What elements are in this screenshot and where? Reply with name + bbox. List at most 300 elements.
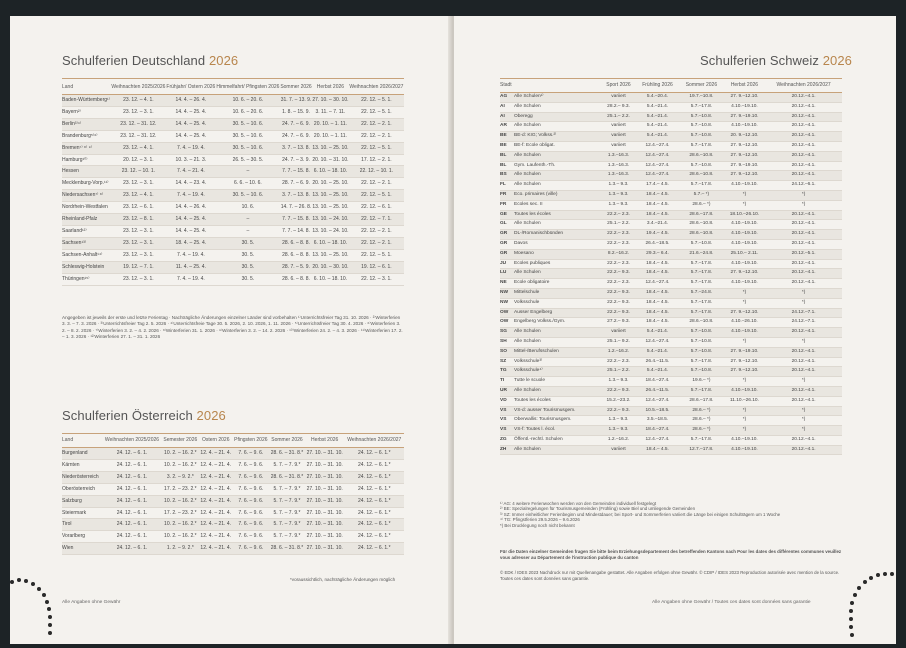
table-cell: BL	[500, 161, 514, 171]
table-cell: 28. 6. – 8. 8.	[280, 237, 312, 249]
table-cell: 4.10.–19.10.	[724, 279, 766, 289]
table-cell: 3.4.–21.4.	[636, 220, 679, 230]
at-column-header: Weihnachten 2026/2027	[345, 437, 404, 448]
table-cell: 3.5.–18.5.	[636, 416, 679, 426]
table-cell: Salzburg	[62, 495, 102, 507]
table-cell: 24. 12. – 6. 1.	[102, 459, 161, 471]
table-cell: NE	[500, 279, 514, 289]
germany-footnote: Angegeben ist jeweils der erste und letzte Ferientag · Nachträgliche Änderungen einzelner Länder sind vorbehalten ¹⁾Unterrichtsfreier Tag 31. 10. 2026 · ²⁾Winterferien 3. 3. – 7. 3. 2026 · ³⁾Unterrichtsfreier Tag 2. 5. 2026 · ⁴⁾Unterrichtsfreie Tage 30. 5. 2026, 2. 10. 2026, 1. 11. 2026 · ⁵⁾Unterrichtsfreier Tag 30. 4. 2026 · ⁶⁾Winterferien 3. 2. – 8. 2. 2026 · ⁷⁾Winterferien 3. 2. – 4. 2. 2026 · ⁸⁾Winterferien 31. 1. 2026 · ⁹⁾Winterferien 3. 2. – 14. 2. 2026 · ¹⁰⁾Winterferien 24. 2. – 4. 3. 2026 · ¹¹⁾Winterferien 17. 2. – 1. 3. 2026 · ¹²⁾Winterferien 27. 1. – 31. 1. 2026	[62, 315, 403, 339]
table-row	[500, 161, 842, 171]
austria-footnote: *voraussichtlich, nachträgliche Änderungen möglich	[290, 577, 396, 582]
table-row	[500, 337, 842, 347]
table-cell: 22. 12. – 2. 1.	[349, 225, 404, 237]
table-cell: SO	[500, 347, 514, 357]
switzerland-copyright: © EDK / IDES 2023 Nachdruck nur mit Quellenangabe gestattet. Alle Angaben erfolgen ohne Gewähr. © CDIP / IDES 2023 Reproduction autorisée avec mention de la source. Toutes ces dates sont données sans garantie.	[500, 570, 840, 581]
table-cell: *)	[724, 406, 766, 416]
table-cell: Öffentl.-rechtl. Schulen	[514, 435, 601, 445]
table-cell: 14. 4. – 25. 4.	[166, 106, 216, 118]
table-cell: 6. 10. – 18. 10.	[312, 273, 349, 285]
table-cell: 4.10.–26.10.	[724, 318, 766, 328]
table-cell: 15.2.–23.2.	[601, 396, 636, 406]
table-cell: 1.2.–16.2.	[601, 435, 636, 445]
table-cell: 27. 9.–12.10.	[724, 151, 766, 161]
table-cell: 20.12.–4.1.	[765, 386, 842, 396]
table-cell: 22. 12. – 2. 1.	[349, 237, 404, 249]
table-row	[62, 202, 404, 214]
table-cell: *)	[765, 416, 842, 426]
switzerland-bold-note: Für die Daten einzelner Gemeinden fragen Sie bitte beim Erziehungsdepartement des betreffenden Kantons nach Pour les dates des différentes communes veuillez vous adresser au Département de l'instruction publique du canton	[500, 549, 842, 560]
table-cell: 24.12.–7.1.	[765, 318, 842, 328]
table-cell: 23. 12. – 8. 1.	[111, 214, 166, 226]
de-column-header: Land	[62, 84, 111, 95]
table-cell: 22.2.– 9.3.	[601, 288, 636, 298]
table-cell: 14. 4. – 25. 4.	[166, 225, 216, 237]
table-row	[62, 273, 404, 285]
table-row	[62, 448, 404, 460]
table-row	[500, 259, 842, 269]
table-cell: NW	[500, 298, 514, 308]
table-row	[62, 106, 404, 118]
table-cell: 20.12.–4.1.	[765, 112, 842, 122]
table-cell: AI	[500, 102, 514, 112]
table-cell: Sachsen¹³⁾	[62, 237, 111, 249]
table-cell: 4.10.–19.10.	[724, 435, 766, 445]
table-cell: TI	[500, 377, 514, 387]
table-cell: 20.12.–4.1.	[765, 279, 842, 289]
table-cell: GR	[500, 230, 514, 240]
table-cell: ZH	[500, 445, 514, 455]
table-cell: 23. 12. – 3. 1.	[111, 237, 166, 249]
table-cell: 5. 7. – 7. 9.*	[269, 483, 305, 495]
table-cell: LU	[500, 269, 514, 279]
table-cell: 24. 12. – 6. 1.	[102, 519, 161, 531]
table-cell: 7. 7. – 15. 8.	[280, 166, 312, 178]
table-cell: SH	[500, 337, 514, 347]
table-cell: 12. 4. – 21. 4.	[199, 519, 233, 531]
table-cell: AI	[500, 112, 514, 122]
table-cell: 27. 9.–12.10.	[724, 141, 766, 151]
table-cell: 28.6.–10.8.	[679, 151, 724, 161]
table-cell: variiert	[601, 445, 636, 455]
table-cell: 1.3.– 9.3.	[601, 426, 636, 436]
table-row	[62, 471, 404, 483]
table-row	[62, 249, 404, 261]
table-cell: 24. 12. – 6. 1.	[102, 507, 161, 519]
table-cell: Gym. Laufenth.-Th.	[514, 161, 601, 171]
table-cell: 24.12.–6.1.	[765, 181, 842, 191]
austria-title-year: 2026	[196, 408, 226, 423]
table-cell: Brandenburg⁵⁾⁶⁾	[62, 130, 111, 142]
table-cell: 12.4.–27.4.	[636, 161, 679, 171]
table-cell: AG	[500, 93, 514, 103]
table-cell: 24. 7. – 6. 9.	[280, 130, 312, 142]
table-cell: Volksschule	[514, 298, 601, 308]
table-cell: GE	[500, 210, 514, 220]
table-cell: variiert	[601, 132, 636, 142]
de-column-header: Weihnachten 2025/2026	[111, 84, 166, 95]
table-cell: 20. 10. – 1. 11.	[312, 118, 349, 130]
table-cell: 30. 5.	[216, 237, 280, 249]
table-cell: 5.7.–17.8.	[679, 386, 724, 396]
ch-column-header: Herbst 2026	[724, 82, 766, 93]
table-cell: 27. 9.–19.10.	[724, 347, 766, 357]
ch-column-header: Frühling 2026	[636, 82, 679, 93]
table-cell: Sachsen-Anhalt¹⁴⁾	[62, 249, 111, 261]
table-cell: Alle Schulen	[514, 337, 601, 347]
table-cell: 20.12.–4.1.	[765, 141, 842, 151]
table-cell: Ecoles sec. II	[514, 200, 601, 210]
ch-column-header: Stadt	[500, 82, 514, 93]
table-cell: Oberösterreich	[62, 483, 102, 495]
table-cell: Thüringen¹⁵⁾	[62, 273, 111, 285]
table-cell: 6. 10. – 18. 10.	[312, 237, 349, 249]
table-cell: 12. 4. – 21. 4.	[199, 543, 233, 555]
table-cell: 5.7.–17.8.	[679, 279, 724, 289]
table-cell: Vorarlberg	[62, 531, 102, 543]
table-cell: 20.12.–4.1.	[765, 239, 842, 249]
table-cell: Alle Schulen	[514, 220, 601, 230]
table-cell: 23. 12. – 4. 1.	[111, 95, 166, 107]
table-cell: 10. 6. – 20. 6.	[216, 106, 280, 118]
table-row	[500, 249, 842, 259]
switzerland-table	[500, 82, 842, 455]
table-cell: 5.4.–21.4.	[636, 112, 679, 122]
table-cell: VS-d: ausser Tourismusgem.	[514, 406, 601, 416]
switzerland-title-year: 2026	[822, 53, 853, 68]
table-cell: 12.4.–27.4.	[636, 396, 679, 406]
table-row	[500, 328, 842, 338]
table-cell: 25.1.– 9.2.	[601, 337, 636, 347]
table-cell: 20.12.–4.1.	[765, 220, 842, 230]
table-cell: Saarland¹²⁾	[62, 225, 111, 237]
table-cell: Berlin³⁾⁴⁾	[62, 118, 111, 130]
table-cell: 1.3.– 9.3.	[601, 416, 636, 426]
table-cell: 7. 6. – 9. 6.	[233, 471, 270, 483]
table-cell: Niederösterreich	[62, 471, 102, 483]
table-cell: 27. 9.–19.10.	[724, 112, 766, 122]
table-cell: 28.6.– *)	[679, 200, 724, 210]
table-cell: 10.5.–18.5.	[636, 406, 679, 416]
table-row	[500, 230, 842, 240]
table-cell: Alle Schulen	[514, 386, 601, 396]
table-cell: 14. 4. – 25. 4.	[166, 118, 216, 130]
austria-table	[62, 437, 404, 555]
table-cell: 10. 6.	[216, 202, 280, 214]
switzerland-footnotes	[500, 501, 842, 528]
table-row	[500, 210, 842, 220]
table-cell: 4.10.–19.10.	[724, 259, 766, 269]
table-cell: 7. 6. – 9. 6.	[233, 495, 270, 507]
table-cell: 28. 7. – 5. 9.	[280, 261, 312, 273]
table-cell: 5.7.–10.8.	[679, 337, 724, 347]
table-cell: 18.4.– 4.5.	[636, 210, 679, 220]
table-cell: 5. 7. – 7. 9.*	[269, 519, 305, 531]
de-column-header: Weihnachten 2026/2027	[349, 84, 404, 95]
table-cell: 18. 4. – 25. 4.	[166, 237, 216, 249]
table-cell: 22.2.– 2.3.	[601, 259, 636, 269]
table-cell: 25.1.– 2.2.	[601, 220, 636, 230]
at-column-header: Weihnachten 2025/2026	[102, 437, 161, 448]
table-cell: 7. 4. – 19. 4.	[166, 190, 216, 202]
table-cell: BS	[500, 171, 514, 181]
table-row	[62, 142, 404, 154]
table-cell: 27. 9.–12.10.	[724, 93, 766, 103]
right-dot-arc-decoration	[826, 560, 896, 648]
switzerland-title-rule	[500, 78, 842, 79]
table-cell: 27. 10. – 31. 10.	[305, 459, 345, 471]
table-cell: 12.4.–27.4.	[636, 435, 679, 445]
table-cell: 12.4.–27.4.	[636, 337, 679, 347]
table-cell: 22. 12. – 2. 1.	[349, 130, 404, 142]
table-cell: Rheinland-Pfalz	[62, 214, 111, 226]
table-row	[500, 318, 842, 328]
table-cell: 28.6.– *)	[679, 416, 724, 426]
table-cell: *)	[724, 190, 766, 200]
table-cell: OW	[500, 318, 514, 328]
table-cell: *)	[724, 416, 766, 426]
table-cell: 22.2.– 9.3.	[601, 269, 636, 279]
table-cell: 22.2.– 2.3.	[601, 230, 636, 240]
table-cell: 23. 12. – 3. 1.	[111, 225, 166, 237]
table-row	[500, 200, 842, 210]
table-cell: 12. 4. – 21. 4.	[199, 483, 233, 495]
table-cell: Volksschule⁴⁾	[514, 367, 601, 377]
table-cell: 23. 12. – 10. 1.	[111, 166, 166, 178]
table-cell: FL	[500, 181, 514, 191]
table-row	[500, 220, 842, 230]
ch-column-header: Sommer 2026	[679, 82, 724, 93]
table-cell: Niedersachsen⁷⁾ ⁸⁾	[62, 190, 111, 202]
table-cell: 23. 12. – 3. 1.	[111, 249, 166, 261]
table-cell: 5.7.–10.8.	[679, 161, 724, 171]
table-cell: 12.7.–17.8.	[679, 445, 724, 455]
table-cell: Toutes les écoles	[514, 210, 601, 220]
table-cell: 4.10.–19.10.	[724, 122, 766, 132]
germany-table	[62, 84, 404, 286]
table-cell: Kärnten	[62, 459, 102, 471]
de-column-header: Frühjahr/ Ostern 2026	[166, 84, 216, 95]
table-cell: VD	[500, 396, 514, 406]
table-cell: 3. 7. – 13. 8.	[280, 142, 312, 154]
table-cell: 26.4.–11.5.	[636, 357, 679, 367]
table-cell: 27. 10. – 31. 10.	[305, 519, 345, 531]
table-cell: 17. 2. – 23. 2.*	[162, 507, 199, 519]
table-cell: 28. 6. – 31. 8.*	[269, 543, 305, 555]
table-row	[500, 181, 842, 191]
table-cell: 29.3.– 6.4.	[636, 249, 679, 259]
table-cell: 7. 6. – 9. 6.	[233, 519, 270, 531]
table-cell: 30. 5.	[216, 273, 280, 285]
table-row	[62, 237, 404, 249]
table-cell: 5.7.–10.8.	[679, 328, 724, 338]
table-cell: Nordrhein-Westfalen	[62, 202, 111, 214]
table-row	[500, 151, 842, 161]
table-cell: 13. 10. – 24. 10.	[312, 225, 349, 237]
table-cell: 24. 12. – 6. 1.*	[345, 543, 404, 555]
table-cell: 5.7.–17.8.	[679, 259, 724, 269]
table-cell: AR	[500, 122, 514, 132]
table-cell: 27. 9.–12.10.	[724, 367, 766, 377]
table-cell: 13. 10. – 24. 10.	[312, 214, 349, 226]
table-cell: Alle Schulen	[514, 328, 601, 338]
table-cell: GL	[500, 220, 514, 230]
table-cell: 22.2.– 2.3.	[601, 279, 636, 289]
table-cell: 24. 7. – 6. 9.	[280, 118, 312, 130]
table-cell: VS-f: Toutes l. écol.	[514, 426, 601, 436]
table-cell: 14. 4. – 25. 4.	[166, 214, 216, 226]
at-header-row	[62, 437, 404, 448]
table-cell: 20.12.–4.1.	[765, 102, 842, 112]
table-cell: 28. 7. – 6. 9.	[280, 178, 312, 190]
table-cell: 12.4.–27.4.	[636, 171, 679, 181]
table-cell: 5.4.–21.4.	[636, 132, 679, 142]
table-cell: *)	[724, 426, 766, 436]
table-cell: BE	[500, 141, 514, 151]
table-row	[62, 118, 404, 130]
table-cell: 24. 12. – 6. 1.*	[345, 519, 404, 531]
table-cell: 3. 2. – 9. 2.*	[162, 471, 199, 483]
germany-title-year: 2026	[208, 53, 239, 68]
table-cell: 27. 9.–12.10.	[724, 171, 766, 181]
table-cell: 26.4.–18.5.	[636, 239, 679, 249]
table-row	[62, 543, 404, 555]
table-cell: Alle Schulen	[514, 181, 601, 191]
table-cell: 10. 2. – 16. 2.*	[162, 448, 199, 460]
table-cell: 13. 10. – 25. 10.	[312, 249, 349, 261]
table-row	[500, 141, 842, 151]
table-cell: 23. 12. – 3. 1.	[111, 178, 166, 190]
table-cell: 19.6.– *)	[679, 377, 724, 387]
table-row	[500, 435, 842, 445]
table-cell: 10. 3. – 21. 3.	[166, 154, 216, 166]
table-cell: 19. 12. – 6. 1.	[349, 261, 404, 273]
table-cell: 1. 2. – 9. 2.*	[162, 543, 199, 555]
table-cell: 20.12.–5.1.	[765, 249, 842, 259]
table-cell: 22. 12. – 5. 1.	[349, 190, 404, 202]
table-cell: 5. 7. – 7. 9.*	[269, 531, 305, 543]
table-row	[500, 377, 842, 387]
table-cell: 20. 12. – 3. 1.	[111, 154, 166, 166]
footnote-line: ³⁾ SZ: Immer einheitlicher Ferienbeginn und Mindestdauer; bei Sport- und Sommerferien variiert die Länge bei einigen Schulträgern um 1 Woche	[500, 511, 781, 517]
table-cell: 5.7.–17.8.	[679, 181, 724, 191]
table-cell: 27. 10. – 31. 10.	[305, 471, 345, 483]
table-cell: 17.4.– 4.5.	[636, 181, 679, 191]
table-row	[62, 459, 404, 471]
table-cell: 7. 6. – 9. 6.	[233, 459, 270, 471]
table-cell: 5.7.–24.8.	[679, 288, 724, 298]
table-cell: 30. 5. – 10. 6.	[216, 130, 280, 142]
table-cell: Schleswig-Holstein	[62, 261, 111, 273]
switzerland-title-text: Schulferien Schweiz	[700, 53, 819, 68]
table-cell: *)	[724, 377, 766, 387]
table-cell: 30. 5. – 10. 6.	[216, 142, 280, 154]
table-cell: 1.3.–16.3.	[601, 171, 636, 181]
table-cell: 22. 12. – 2. 1.	[349, 118, 404, 130]
table-cell: 5. 7. – 7. 9.*	[269, 495, 305, 507]
table-cell: 14. 4. – 23. 4.	[166, 178, 216, 190]
table-cell: *)	[765, 190, 842, 200]
table-cell: 4.10.–19.10.	[724, 445, 766, 455]
table-cell: Wien	[62, 543, 102, 555]
table-cell: 22. 12. – 7. 1.	[349, 214, 404, 226]
table-cell: 27. 9.–12.10.	[724, 357, 766, 367]
table-cell: 17. 12. – 2. 1.	[349, 154, 404, 166]
table-cell: 22. 12. – 2. 1.	[349, 178, 404, 190]
table-cell: 19. 12. – 7. 1.	[111, 261, 166, 273]
table-cell: DL-/Romanischbünden	[514, 230, 601, 240]
table-cell: 19.7.–10.8.	[679, 93, 724, 103]
footnote-line: *) Bei Drucklegung noch nicht bekannt	[500, 522, 575, 528]
left-dot-arc-decoration	[8, 574, 68, 648]
table-cell: 28. 6. – 8. 8.	[280, 273, 312, 285]
table-cell: Engelberg Volkss./Gym.	[514, 318, 601, 328]
table-cell: 24. 12. – 6. 1.*	[345, 531, 404, 543]
table-row	[500, 367, 842, 377]
table-cell: 5.7.–17.8.	[679, 141, 724, 151]
table-cell: 13. 10. – 25. 10.	[312, 190, 349, 202]
table-cell: 19.4.– 4.5.	[636, 230, 679, 240]
table-cell: Toutes les écoles	[514, 396, 601, 406]
table-cell: Hessen	[62, 166, 111, 178]
table-cell: BE-f: Ecole obligat.	[514, 141, 601, 151]
table-cell: 12. 4. – 21. 4.	[199, 448, 233, 460]
austria-title-text: Schulferien Österreich	[62, 408, 193, 423]
table-cell: 7. 6. – 9. 6.	[233, 531, 270, 543]
table-cell: 18.4.– 4.5.	[636, 318, 679, 328]
table-cell: 25.10.– 2.11.	[724, 249, 766, 259]
table-row	[62, 130, 404, 142]
table-cell: 12. 4. – 21. 4.	[199, 471, 233, 483]
table-cell: 27. 9.–12.10.	[724, 308, 766, 318]
table-cell: Eco. primaires (ville)	[514, 190, 601, 200]
table-row	[500, 288, 842, 298]
table-cell: 6. 10. – 18. 10.	[312, 166, 349, 178]
table-cell: 22. 12. – 3. 1.	[349, 273, 404, 285]
table-cell: 1.3.– 9.3.	[601, 190, 636, 200]
table-cell: 18.4.– 4.5.	[636, 445, 679, 455]
table-cell: 20.12.–4.1.	[765, 269, 842, 279]
table-cell: Baden-Württemberg¹⁾	[62, 95, 111, 107]
table-cell: *)	[724, 288, 766, 298]
de-column-header: Sommer 2026	[280, 84, 312, 95]
table-cell: 4.10.–19.10.	[724, 102, 766, 112]
table-cell: 5.4.–20.4.	[636, 93, 679, 103]
table-cell: 27. 10. – 31. 10.	[305, 448, 345, 460]
table-cell: 7. 6. – 9. 6.	[233, 507, 270, 519]
table-cell: 28.6.– *)	[679, 406, 724, 416]
table-cell: 23. 12. – 3. 1.	[111, 273, 166, 285]
table-cell: 12.4.–27.4.	[636, 151, 679, 161]
table-cell: 5.7.–10.8.	[679, 347, 724, 357]
table-cell: 1.3.–16.3.	[601, 161, 636, 171]
table-cell: 7. 4. – 19. 4.	[166, 273, 216, 285]
table-cell: 4.10.–19.10.	[724, 239, 766, 249]
table-cell: 12. 4. – 21. 4.	[199, 495, 233, 507]
table-cell: BE	[500, 132, 514, 142]
table-cell: 20.12.–4.1.	[765, 132, 842, 142]
table-cell: Alle Schulen	[514, 171, 601, 181]
table-cell: 20.12.–4.1.	[765, 122, 842, 132]
table-cell: *)	[765, 298, 842, 308]
table-cell: 20.12.–4.1.	[765, 445, 842, 455]
de-header-row	[62, 84, 404, 95]
table-cell: 26. 5. – 30. 5.	[216, 154, 280, 166]
table-cell: 22.2.– 9.3.	[601, 386, 636, 396]
table-cell: 30. 5.	[216, 261, 280, 273]
table-cell: 22.2.– 2.3.	[601, 210, 636, 220]
table-cell: variiert	[601, 328, 636, 338]
table-cell: 13. 10. – 25. 10.	[312, 142, 349, 154]
